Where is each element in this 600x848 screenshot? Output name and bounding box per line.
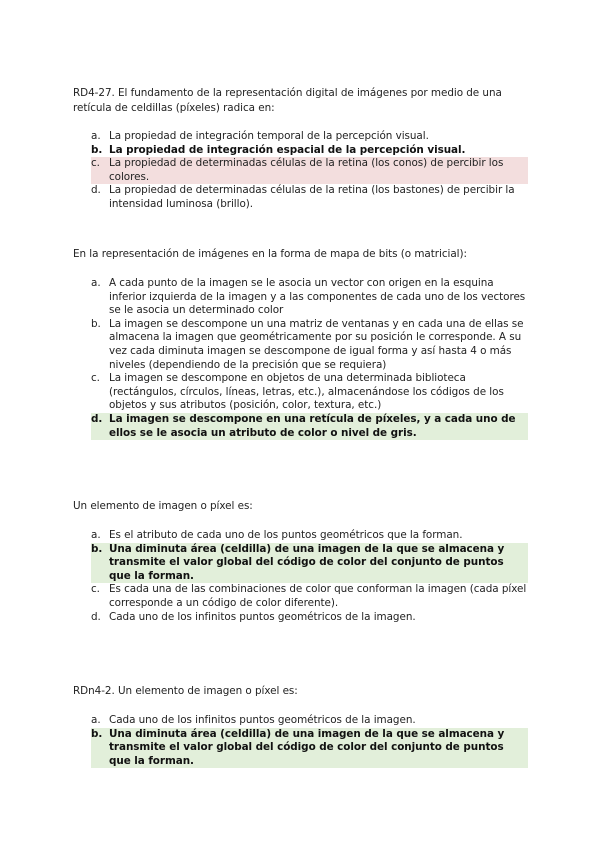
option-1c-incorrect: c. La propiedad de determinadas células de la retina (los conos) de percibir los colores.	[91, 157, 528, 184]
option-4a: a. Cada uno de los infinitos puntos geométricos de la imagen.	[91, 714, 416, 726]
option-1b: b. La propiedad de integración espacial de la percepción visual.	[91, 143, 466, 156]
question-4-options	[91, 714, 528, 768]
question-2-options	[91, 277, 528, 440]
question-3-stem: Un elemento de imagen o píxel es:	[73, 500, 253, 512]
option-1a: a. La propiedad de integración temporal de la percepción visual.	[91, 130, 429, 142]
option-2b: b. La imagen se descompone un una matriz de ventanas y en cada una de ellas se almacena la imagen que geométricamente por su posición le corresponde. A su vez cada diminuta imagen se descompone de igual forma y así hasta 4 o más niveles (dependiendo de la precisión que se requiera)	[91, 317, 524, 371]
option-4b-correct: b. Una diminuta área (celdilla) de una imagen de la que se almacena y transmite el valor global del código de color del conjunto de puntos que la forman.	[91, 728, 528, 769]
question-1-stem: RD4-27. El fundamento de la representación digital de imágenes por medio de una retícula de celdillas (píxeles) radica en:	[73, 87, 502, 114]
question-3-options	[91, 529, 528, 624]
option-2d-correct: d. La imagen se descompone en una retícula de píxeles, y a cada uno de ellos se le asocia un atributo de color o nivel de gris.	[91, 413, 528, 440]
option-3d: d. Cada uno de los infinitos puntos geométricos de la imagen.	[91, 610, 416, 623]
option-2c: c. La imagen se descompone en objetos de una determinada biblioteca (rectángulos, círculos, líneas, letras, etc.), almacenándose los códigos de los objetos y sus atributos (posición, color, textura, etc.)	[91, 372, 504, 412]
option-2a: a. A cada punto de la imagen se le asocia un vector con origen en la esquina inferior izquierda de la imagen y a las componentes de cada uno de los vectores se le asocia un determinado color	[91, 277, 526, 317]
option-3b-correct: b. Una diminuta área (celdilla) de una imagen de la que se almacena y transmite el valor global del código de color del conjunto de puntos que la forman.	[91, 543, 528, 584]
question-1-options	[91, 130, 528, 212]
option-1d: d. La propiedad de determinadas células de la retina (los bastones) de percibir la intensidad luminosa (brillo).	[91, 184, 515, 210]
option-3a: a. Es el atributo de cada uno de los puntos geométricos que la forman.	[91, 529, 463, 541]
question-2-stem: En la representación de imágenes en la forma de mapa de bits (o matricial):	[73, 248, 467, 260]
option-3c: c. Es cada una de las combinaciones de color que conforman la imagen (cada píxel corresponde a un código de color diferente).	[91, 583, 527, 609]
question-4-stem: RDn4-2. Un elemento de imagen o píxel es:	[73, 685, 298, 697]
